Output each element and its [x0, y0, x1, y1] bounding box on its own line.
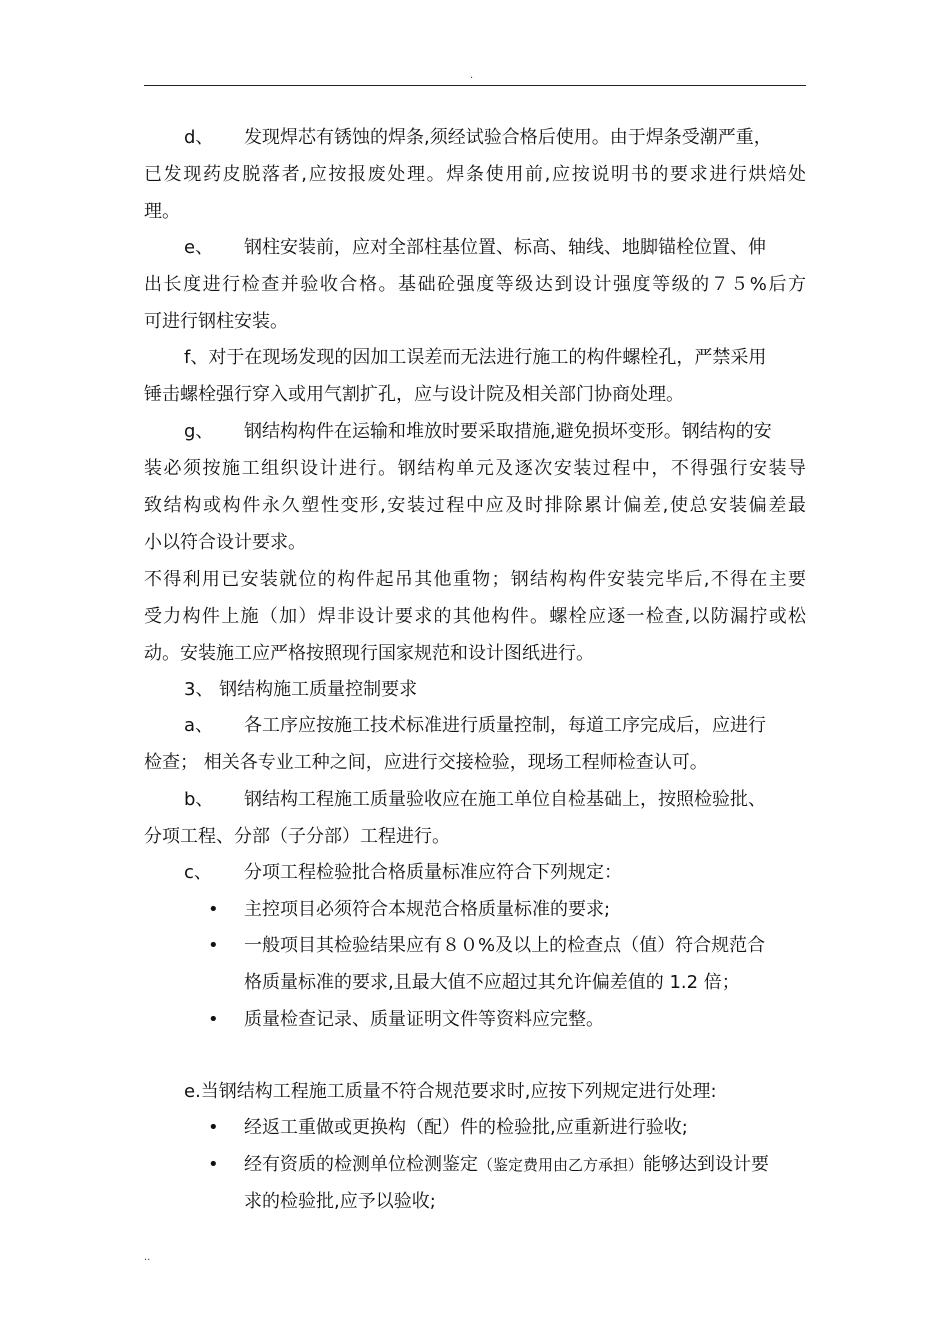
item-e2-bullet2-pre: 经有资质的检测单位检测鉴定 [244, 1154, 478, 1175]
item-c-bullet2-line2: 格质量标准的要求,且最大值不应超过其允许偏差值的 1.2 倍； [244, 972, 740, 993]
bullet-icon: • [208, 935, 219, 956]
bullet-icon: • [208, 1117, 219, 1138]
item-g-line1: 钢结构构件在运输和堆放时要采取措施,避免损坏变形。钢结构的安 [244, 421, 772, 442]
item-d-line1: 发现焊芯有锈蚀的焊条,须经试验合格后使用。由于焊条受潮严重， [244, 127, 772, 148]
section-3-heading: 3、 钢结构施工质量控制要求 [184, 679, 418, 700]
item-g-line4: 小以符合设计要求。 [144, 532, 306, 553]
item-e2-bullet2-line1 [244, 1153, 769, 1177]
item-e2-bullet2-note: （鉴定费用由乙方承担） [478, 1156, 644, 1174]
item-b-line1: 钢结构工程施工质量验收应在施工单位自检基础上，按照检验批、 [244, 789, 766, 810]
header-rule [144, 85, 806, 86]
bullet-icon: • [208, 1154, 219, 1175]
footer-mark: .. [144, 1252, 151, 1263]
item-e-marker: e、 [184, 237, 214, 258]
item-c-bullet3: 质量检查记录、质量证明文件等资料应完整。 [244, 1009, 604, 1030]
item-e-line2: 出长度进行检查并验收合格。基础砼强度等级达到设计强度等级的７５%后方 [144, 274, 806, 295]
item-e2-bullet2-post: 能够达到设计要 [643, 1154, 770, 1175]
item-d-line3: 理。 [144, 201, 180, 222]
item-d-marker: d、 [184, 127, 214, 148]
item-f-line2: 锤击螺栓强行穿入或用气割扩孔，应与设计院及相关部门协商处理。 [144, 384, 684, 405]
item-c-marker: c、 [184, 862, 212, 883]
item-e2-bullet2-line2: 求的检验批,应予以验收; [244, 1191, 436, 1212]
item-a-line1: 各工序应按施工技术标准进行质量控制，每道工序完成后，应进行 [244, 715, 766, 736]
para-line1: 不得利用已安装就位的构件起吊其他重物；钢结构构件安装完毕后,不得在主要 [144, 569, 806, 590]
item-e-line3: 可进行钢柱安装。 [144, 311, 288, 332]
header-mark: . [470, 70, 474, 81]
item-a-marker: a、 [184, 715, 214, 736]
item-g-line2: 装必须按施工组织设计进行。钢结构单元及逐次安装过程中，不得强行安装导 [144, 458, 806, 479]
item-c-line1: 分项工程检验批合格质量标准应符合下列规定： [244, 862, 622, 883]
item-b-marker: b、 [184, 789, 214, 810]
bullet-icon: • [208, 899, 219, 920]
para-line2: 受力构件上施（加）焊非设计要求的其他构件。螺栓应逐一检查,以防漏拧或松 [144, 606, 806, 627]
item-g-line3: 致结构或构件永久塑性变形,安装过程中应及时排除累计偏差,使总安装偏差最 [144, 495, 806, 516]
bullet-icon: • [208, 1009, 219, 1030]
item-c-bullet1: 主控项目必须符合本规范合格质量标准的要求; [244, 899, 611, 920]
para-line3: 动。安装施工应严格按照现行国家规范和设计图纸进行。 [144, 643, 594, 664]
item-f-line1: f、对于在现场发现的因加工误差而无法进行施工的构件螺栓孔，严禁采用 [184, 347, 767, 368]
item-d-line2: 已发现药皮脱落者,应按报废处理。焊条使用前,应按说明书的要求进行烘焙处 [144, 164, 806, 185]
item-e2-line1: e.当钢结构工程施工质量不符合规范要求时,应按下列规定进行处理: [184, 1081, 717, 1102]
item-e-line1: 钢柱安装前，应对全部柱基位置、标高、轴线、地脚锚栓位置、伸 [244, 237, 766, 258]
item-a-line2: 检查； 相关各专业工种之间，应进行交接检验，现场工程师检查认可。 [144, 752, 708, 773]
item-c-bullet2-line1: 一般项目其检验结果应有８０%及以上的检查点（值）符合规范合 [244, 935, 766, 956]
item-b-line2: 分项工程、分部（子分部）工程进行。 [144, 826, 450, 847]
item-g-marker: g、 [184, 421, 214, 442]
item-e2-bullet1: 经返工重做或更换构（配）件的检验批,应重新进行验收; [244, 1117, 688, 1138]
